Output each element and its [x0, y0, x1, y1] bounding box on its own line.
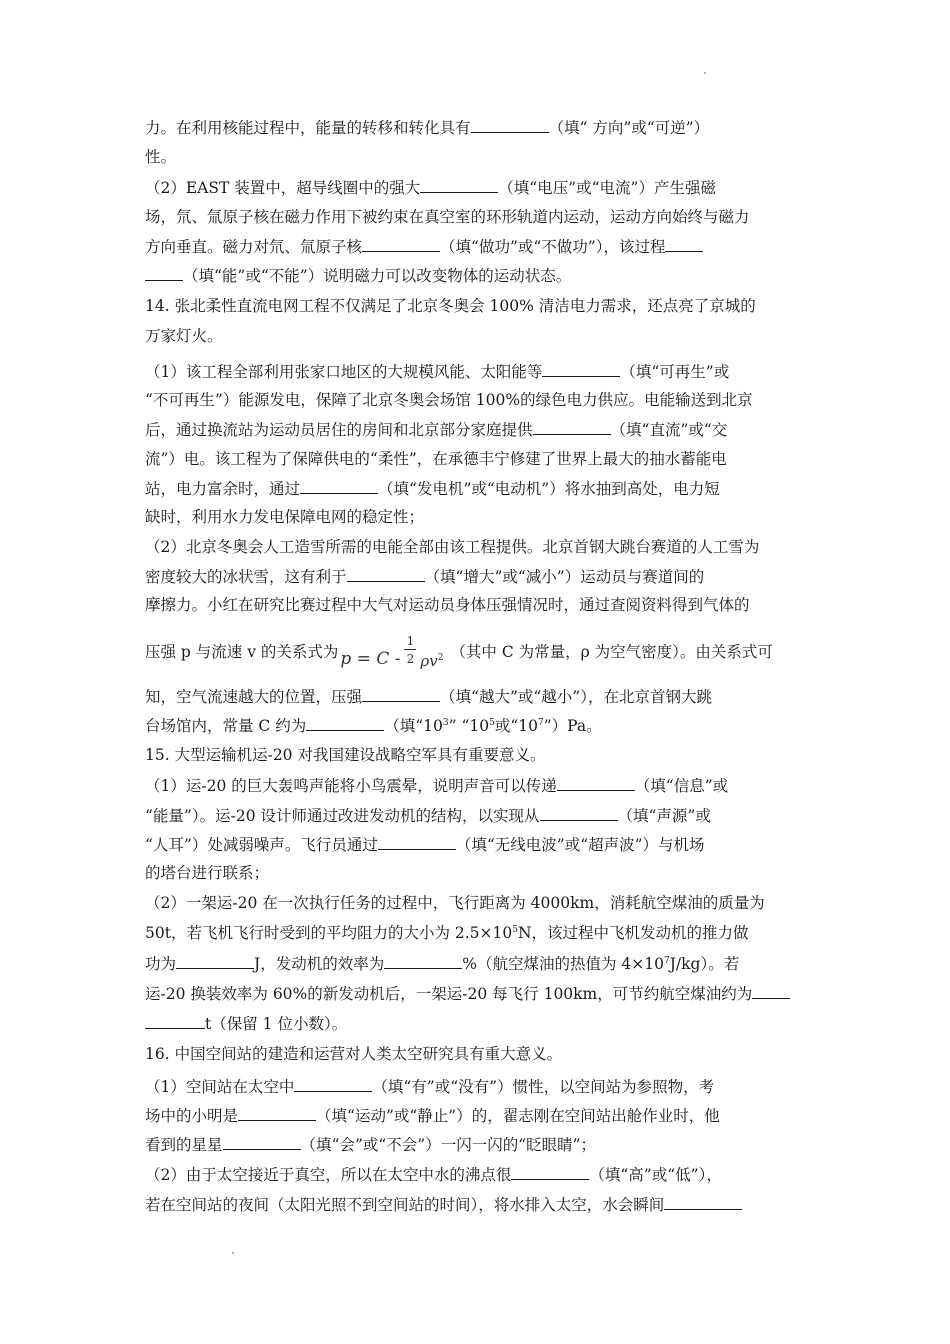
text-line: （2）由于太空接近于真空，所以在太空中水的沸点很 （填“高”或“低”），	[145, 1166, 722, 1184]
answer-blank[interactable]	[471, 117, 549, 133]
answer-blank[interactable]	[664, 1194, 742, 1210]
answer-blank[interactable]	[362, 236, 440, 252]
answer-blank[interactable]	[665, 236, 703, 252]
answer-blank[interactable]	[752, 983, 790, 999]
text-line: 性。	[145, 148, 177, 166]
text-line: 场中的小明是 （填“运动”或“静止”）的，翟志刚在空间站出舱作业时，他	[145, 1107, 720, 1125]
text-line: 力。在利用核能过程中，能量的转移和转化具有 （填“ 方向”或“可逆”）	[145, 119, 710, 137]
answer-blank[interactable]	[542, 361, 620, 377]
answer-blank[interactable]	[384, 953, 462, 969]
question-15-stem: 15. 大型运输机运-20 对我国建设战略空军具有重要意义。	[145, 746, 546, 764]
answer-blank[interactable]	[300, 478, 378, 494]
text-line: 后，通过换流站为运动员居住的房间和北京部分家庭提供 （填“直流”或“交	[145, 421, 728, 439]
answer-blank[interactable]	[557, 775, 635, 791]
answer-blank[interactable]	[223, 1134, 301, 1150]
question-16-stem: 16. 中国空间站的建造和运营对人类太空研究具有重大意义。	[145, 1045, 563, 1063]
text-line: “能量”）。运-20 设计师通过改进发动机的结构，以实现从 （填“声源”或	[145, 807, 711, 825]
answer-blank[interactable]	[420, 177, 498, 193]
text-line: （填“能”或“不能”）说明磁力可以改变物体的运动状态。	[145, 265, 815, 286]
scan-speck	[232, 1252, 234, 1254]
answer-blank[interactable]	[238, 1105, 316, 1121]
text-line: 缺时，利用水力发电保障电网的稳定性；	[145, 508, 425, 526]
answer-blank[interactable]	[378, 834, 456, 850]
question-14-stem: 14. 张北柔性直流电网工程不仅满足了北京冬奥会 100% 清洁电力需求，还点亮了京城的	[145, 297, 756, 315]
answer-blank-cont[interactable]	[145, 265, 183, 281]
text-line: 功为 J，发动机的效率为 %（航空煤油的热值为 $4\times 10^7J/kg$）。若	[145, 955, 740, 973]
text-line: 场，氘、氚原子核在磁力作用下被约束在真空室的环形轨道内运动，运动方向始终与磁力	[145, 208, 750, 226]
text-line: （2）一架运-20 在一次执行任务的过程中，飞行距离为 4000km，消耗航空煤油的质量为	[145, 894, 765, 912]
text-line: （1）空间站在太空中 （填“有”或“没有”）惯性，以空间站为参照物，考	[145, 1078, 715, 1096]
formula-line: 压强 p 与流速 v 的关系式为 p = C - 1 2 $\rho v^2$ （其中 C 为常量，ρ 为空气密度）。由关系式可	[145, 632, 815, 672]
answer-blank[interactable]	[511, 1164, 589, 1180]
pressure-formula: p = C - 1 2 $\rho v^2$	[340, 634, 444, 670]
text-line: t（保留 1 位小数）。	[145, 1013, 815, 1034]
answer-blank[interactable]	[176, 953, 254, 969]
text-line: 密度较大的冰状雪，这有利于 （填“增大”或“减小”）运动员与赛道间的	[145, 568, 705, 586]
text-line: 摩擦力。小红在研究比赛过程中大气对运动员身体压强情况时，通过查阅资料得到气体的	[145, 596, 750, 614]
text-line: 知，空气流速越大的位置，压强 （填“越大”或“越小”），在北京首钢大跳	[145, 688, 712, 706]
text-line: 台场馆内，常量 C 约为 （填“$10^3$” “$10^5$或“$10^7”)Pa$。	[145, 717, 602, 735]
answer-blank[interactable]	[362, 686, 440, 702]
text-line: （2）北京冬奥会人工造雪所需的电能全部由该工程提供。北京首钢大跳台赛道的人工雪为	[145, 538, 760, 556]
text-line: （1）运-20 的巨大轰鸣声能将小鸟震晕，说明声音可以传递 （填“信息”或	[145, 777, 729, 795]
text-line: 流”）电。该工程为了保障供电的“柔性”，在承德丰宁修建了世界上最大的抽水蓄能电	[145, 450, 727, 468]
text-line: 万家灯火。	[145, 327, 223, 345]
answer-blank[interactable]	[540, 805, 618, 821]
text-line: 站，电力富余时，通过 （填“发电机”或“电动机”）将水抽到高处，电力短	[145, 480, 720, 498]
text-line: （1）该工程全部利用张家口地区的大规模风能、太阳能等 （填“可再生”或	[145, 363, 730, 381]
text-line: “人耳”）处减弱噪声。飞行员通过 （填“无线电波”或“超声波”）与机场	[145, 836, 705, 854]
text-line: 方向垂直。磁力对氘、氚原子核 （填“做功”或“不做功”），该过程	[145, 236, 815, 257]
answer-blank-cont[interactable]	[145, 1013, 205, 1029]
scan-speck	[704, 72, 706, 74]
text-line: 50t，若飞机飞行时受到的平均阻力的大小为 $2.5\times 10^5N$，该过程中飞机发动机的推力做	[145, 924, 749, 942]
text-line: （2）EAST 装置中，超导线圈中的强大 （填“电压”或“电流”）产生强磁	[145, 179, 716, 197]
text-line: 看到的星星 （填“会”或“不会”）一闪一闪的“眨眼睛”；	[145, 1136, 597, 1154]
answer-blank[interactable]	[294, 1076, 372, 1092]
text-line: 运-20 换装效率为 60%的新发动机后，一架运-20 每飞行 100km，可节约航空煤油约为	[145, 983, 815, 1004]
answer-blank[interactable]	[306, 715, 384, 731]
text-line: “不可再生”）能源发电，保障了北京冬奥会场馆 100%的绿色电力供应。电能输送到北京	[145, 391, 753, 409]
answer-blank[interactable]	[533, 419, 611, 435]
text-line: 若在空间站的夜间（太阳光照不到空间站的时间），将水排入太空，水会瞬间	[145, 1194, 815, 1215]
answer-blank[interactable]	[347, 566, 425, 582]
text-line: 的塔台进行联系；	[145, 864, 270, 882]
